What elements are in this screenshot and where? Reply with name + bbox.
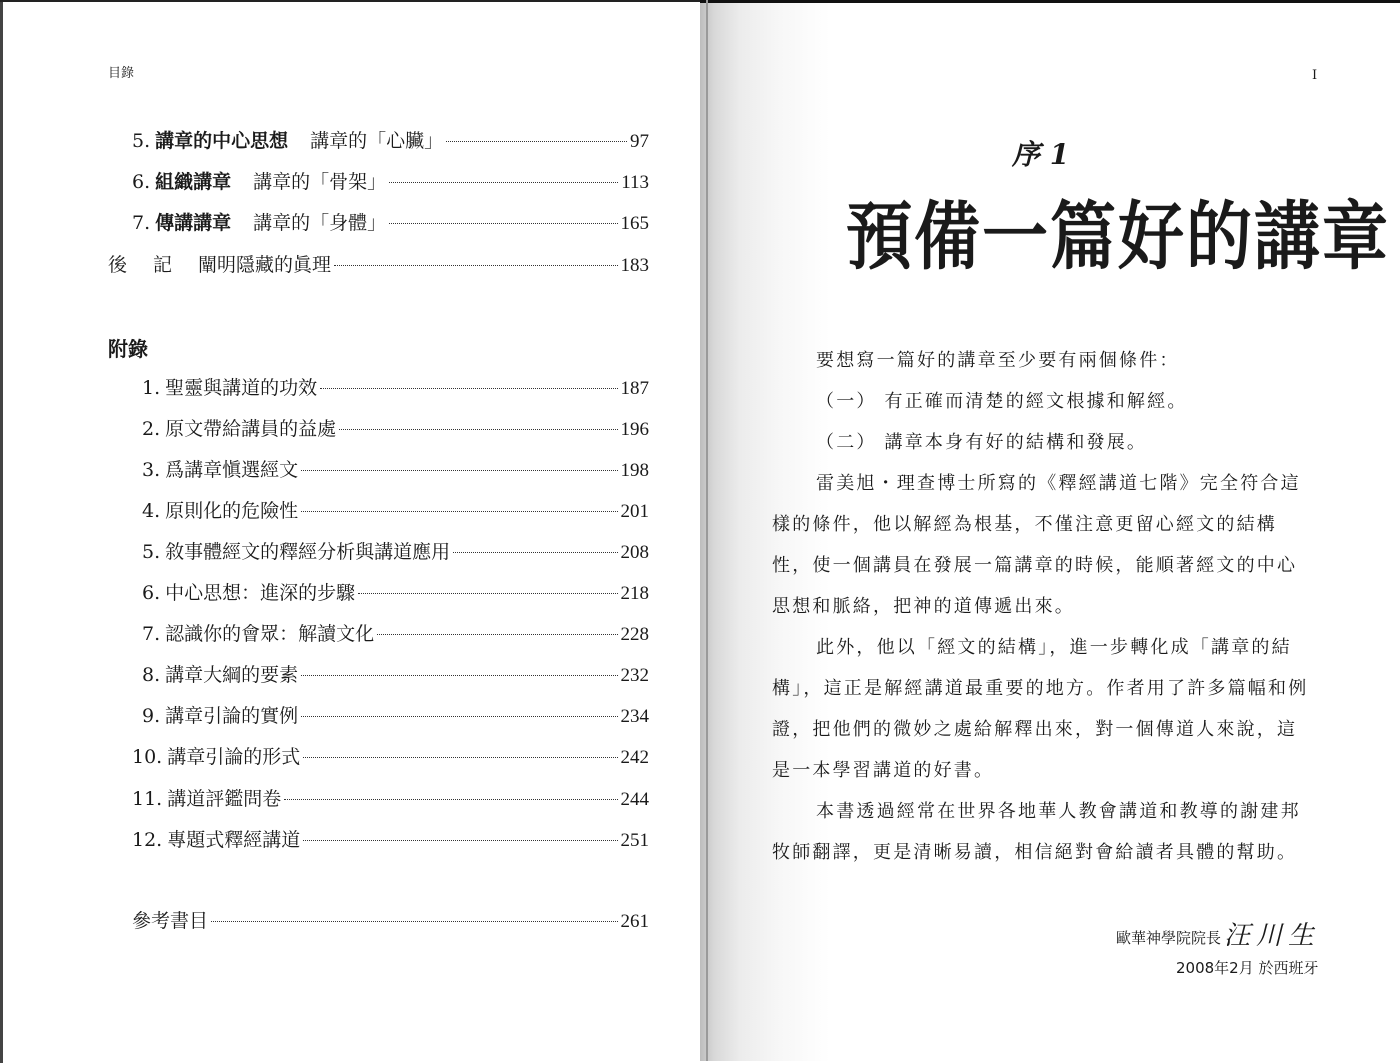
body-line: 是一本學習講道的好書。 <box>772 760 995 781</box>
toc-entry-chapter-7 <box>132 211 649 236</box>
entry-page: 183 <box>620 255 649 276</box>
entry-number: 7. <box>142 623 161 645</box>
dot-leader <box>453 552 617 553</box>
dot-leader <box>377 634 617 635</box>
entry-title: 聖靈與講道的功效 <box>165 377 318 399</box>
right-page <box>700 0 1400 1061</box>
preface-label: 序 1 <box>1012 138 1070 171</box>
appendix-entry-2 <box>142 417 649 442</box>
entry-title: 講章的中心思想 <box>155 130 289 152</box>
body-line: 此外，他以「經文的結構」，進一步轉化成「講章的結 <box>816 637 1292 658</box>
afterword-label: 後記 <box>108 254 199 276</box>
entry-number: 5. <box>132 130 151 152</box>
dot-leader <box>301 675 617 676</box>
entry-number: 3. <box>142 459 161 481</box>
entry-title: 闡明隱藏的眞理 <box>198 254 332 276</box>
body-line: 要想寫一篇好的講章至少要有兩個條件： <box>816 350 1180 371</box>
dot-leader <box>301 511 617 512</box>
entry-subtitle: 講章的「心臟」 <box>310 130 444 152</box>
entry-title: 組織講章 <box>155 171 232 193</box>
dot-leader <box>301 716 617 717</box>
left-page <box>0 0 700 1061</box>
entry-number: 1. <box>142 377 161 399</box>
running-head: 目錄 <box>108 66 135 81</box>
entry-page: 228 <box>620 624 649 645</box>
appendix-entry-6 <box>142 581 649 606</box>
entry-number: 6. <box>142 582 161 604</box>
book-gutter <box>706 0 708 1061</box>
dot-leader <box>211 921 617 922</box>
entry-page: 187 <box>620 378 649 399</box>
entry-page: 234 <box>620 706 649 727</box>
entry-title: 講道評鑑問卷 <box>167 788 282 810</box>
entry-title: 講章引論的實例 <box>165 705 299 727</box>
dot-leader <box>446 141 627 142</box>
entry-number: 6. <box>132 171 151 193</box>
dot-leader <box>339 429 617 430</box>
entry-page: 232 <box>620 665 649 686</box>
entry-title: 認識你的會眾：解讀文化 <box>165 623 375 645</box>
entry-page: 261 <box>620 911 649 932</box>
entry-number: 4. <box>142 500 161 522</box>
appendix-entry-11 <box>132 787 649 812</box>
appendix-heading: 附錄 <box>108 337 148 361</box>
entry-page: 208 <box>620 542 649 563</box>
entry-page: 165 <box>620 213 649 234</box>
dot-leader <box>334 265 617 266</box>
entry-title: 中心思想：進深的步驟 <box>165 582 356 604</box>
appendix-entry-9 <box>142 704 649 729</box>
dot-leader <box>301 470 617 471</box>
body-line: （二） 講章本身有好的結構和發展。 <box>816 432 1148 453</box>
appendix-entry-1 <box>142 376 649 401</box>
dot-leader <box>284 799 617 800</box>
dot-leader <box>358 593 617 594</box>
dot-leader <box>389 182 618 183</box>
toc-entry-chapter-6 <box>132 170 649 195</box>
entry-title: 原文帶給講員的益處 <box>165 418 337 440</box>
entry-title: 原則化的危險性 <box>165 500 299 522</box>
dot-leader <box>389 223 617 224</box>
entry-title: 爲講章愼選經文 <box>165 459 299 481</box>
entry-title: 講章引論的形式 <box>167 746 301 768</box>
entry-number: 11. <box>132 788 163 810</box>
entry-page: 251 <box>620 830 649 851</box>
body-line: 性，使一個講員在發展一篇講章的時候，能順著經文的中心 <box>772 555 1298 576</box>
dot-leader <box>320 388 617 389</box>
appendix-entry-5 <box>142 540 649 565</box>
toc-entry-chapter-5 <box>132 129 649 154</box>
body-line: 思想和脈絡，把神的道傳遞出來。 <box>772 596 1075 617</box>
entry-number: 10. <box>132 746 163 768</box>
entry-subtitle: 講章的「骨架」 <box>253 171 387 193</box>
appendix-entry-7 <box>142 622 649 647</box>
entry-number: 2. <box>142 418 161 440</box>
entry-number: 7. <box>132 212 151 234</box>
entry-title: 講章大綱的要素 <box>165 664 299 686</box>
preface-title: 預備一篇好的講章 <box>846 192 1390 281</box>
entry-number: 5. <box>142 541 161 563</box>
appendix-entry-10 <box>132 745 649 770</box>
signature-title: 歐華神學院院長 <box>1116 929 1222 947</box>
signature-date: 2008年2月 於西班牙 <box>1176 959 1319 977</box>
entry-page: 198 <box>620 460 649 481</box>
entry-page: 218 <box>620 583 649 604</box>
body-line: 樣的條件，他以解經為根基，不僅注意更留心經文的結構 <box>772 514 1277 535</box>
body-line: 雷美旭・理查博士所寫的《釋經講道七階》完全符合這 <box>816 473 1301 494</box>
appendix-entry-3 <box>142 458 649 483</box>
signature-name: 汪川生 <box>1224 921 1321 951</box>
toc-entry-bibliography <box>132 909 649 934</box>
dot-leader <box>303 840 617 841</box>
body-line: 構」，這正是解經講道最重要的地方。作者用了許多篇幅和例 <box>772 678 1309 699</box>
entry-page: 97 <box>630 131 649 152</box>
entry-page: 244 <box>620 789 649 810</box>
entry-title: 專題式釋經講道 <box>167 829 301 851</box>
entry-title: 參考書目 <box>132 910 209 932</box>
appendix-entry-4 <box>142 499 649 524</box>
body-line: （一） 有正確而清楚的經文根據和解經。 <box>816 391 1188 412</box>
entry-subtitle: 講章的「身體」 <box>253 212 387 234</box>
body-line: 牧師翻譯，更是清晰易讀，相信絕對會給讀者具體的幫助。 <box>772 842 1298 863</box>
appendix-entry-12 <box>132 828 649 853</box>
entry-page: 242 <box>620 747 649 768</box>
entry-page: 201 <box>620 501 649 522</box>
entry-number: 12. <box>132 829 163 851</box>
entry-number: 9. <box>142 705 161 727</box>
entry-number: 8. <box>142 664 161 686</box>
page-number: I <box>1312 68 1318 83</box>
entry-page: 113 <box>621 172 649 193</box>
body-line: 本書透過經常在世界各地華人教會講道和教導的謝建邦 <box>816 801 1301 822</box>
entry-page: 196 <box>620 419 649 440</box>
entry-title: 傳講講章 <box>155 212 232 234</box>
body-line: 證，把他們的微妙之處給解釋出來，對一個傳道人來說，這 <box>772 719 1298 740</box>
dot-leader <box>303 757 617 758</box>
page-edge <box>0 2 3 1063</box>
toc-entry-afterword <box>108 253 649 278</box>
appendix-entry-8 <box>142 663 649 688</box>
entry-title: 敘事體經文的釋經分析與講道應用 <box>165 541 451 563</box>
